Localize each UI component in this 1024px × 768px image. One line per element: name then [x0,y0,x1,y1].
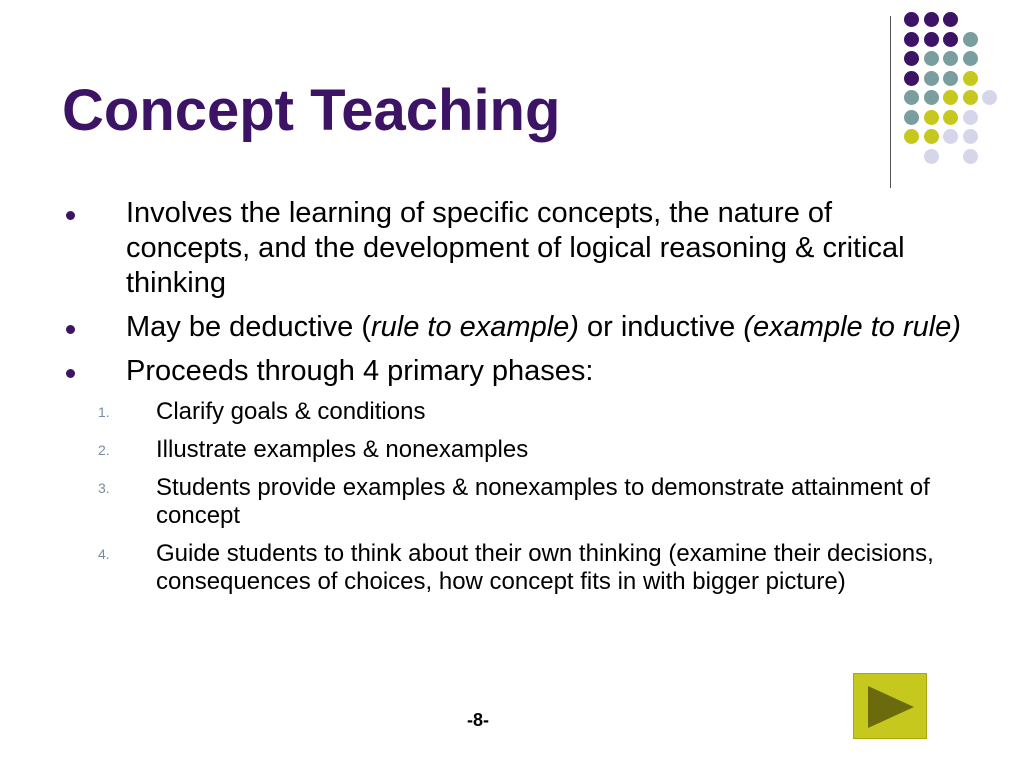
bullet-item [62,310,962,345]
purple-dot [904,32,919,47]
bullet-dot-icon [66,369,75,378]
decorative-dot-grid [904,12,1014,172]
header-divider [890,16,891,188]
phase-text: Guide students to think about their own thinking (examine their decisions, consequences of choices, how concept fits in with bigger picture) [156,540,934,595]
bullet-text: or inductive [578,311,744,343]
lavender-dot [963,110,978,125]
bullet-text: rule to example) [371,311,579,343]
bullet-list [62,196,962,389]
play-arrow-icon [868,686,914,728]
bullet-dot-icon [66,325,75,334]
phase-item [62,436,962,464]
bullet-dot-icon [66,211,75,220]
phase-number: 1. [98,404,110,420]
phase-item [62,474,962,530]
purple-dot [943,12,958,27]
teal-dot [904,110,919,125]
phase-number: 2. [98,442,110,458]
phase-number: 4. [98,546,110,562]
phase-number: 3. [98,480,110,496]
lavender-dot [982,90,997,105]
phase-text: Illustrate examples & nonexamples [156,436,529,463]
lavender-dot [963,149,978,164]
purple-dot [904,51,919,66]
bullet-item [62,354,962,389]
phase-item [62,540,962,596]
lime-dot [963,90,978,105]
bullet-text: May be deductive ( [126,311,372,343]
lavender-dot [943,129,958,144]
purple-dot [924,12,939,27]
lime-dot [924,129,939,144]
lime-dot [963,71,978,86]
page-number: -8- [467,710,489,730]
purple-dot [924,32,939,47]
teal-dot [943,51,958,66]
lime-dot [904,129,919,144]
purple-dot [904,71,919,86]
bullet-item [62,196,962,301]
phase-item [62,398,962,426]
purple-dot [904,12,919,27]
phase-list [62,398,962,596]
lavender-dot [924,149,939,164]
lavender-dot [963,129,978,144]
teal-dot [924,90,939,105]
lime-dot [943,110,958,125]
bullet-text: (example to rule) [743,311,961,343]
phase-text: Clarify goals & conditions [156,398,426,425]
bullet-text: Involves the learning of specific concepts, the nature of concepts, and the development of logical reasoning & critical thinking [126,197,905,299]
teal-dot [924,71,939,86]
next-slide-button[interactable] [853,673,927,739]
lime-dot [924,110,939,125]
lime-dot [943,90,958,105]
teal-dot [943,71,958,86]
slide-body [62,196,962,606]
purple-dot [943,32,958,47]
teal-dot [963,51,978,66]
teal-dot [924,51,939,66]
teal-dot [963,32,978,47]
bullet-text: Proceeds through 4 primary phases: [126,355,594,387]
slide-title: Concept Teaching [62,78,561,143]
teal-dot [904,90,919,105]
phase-text: Students provide examples & nonexamples to demonstrate attainment of concept [156,474,930,529]
